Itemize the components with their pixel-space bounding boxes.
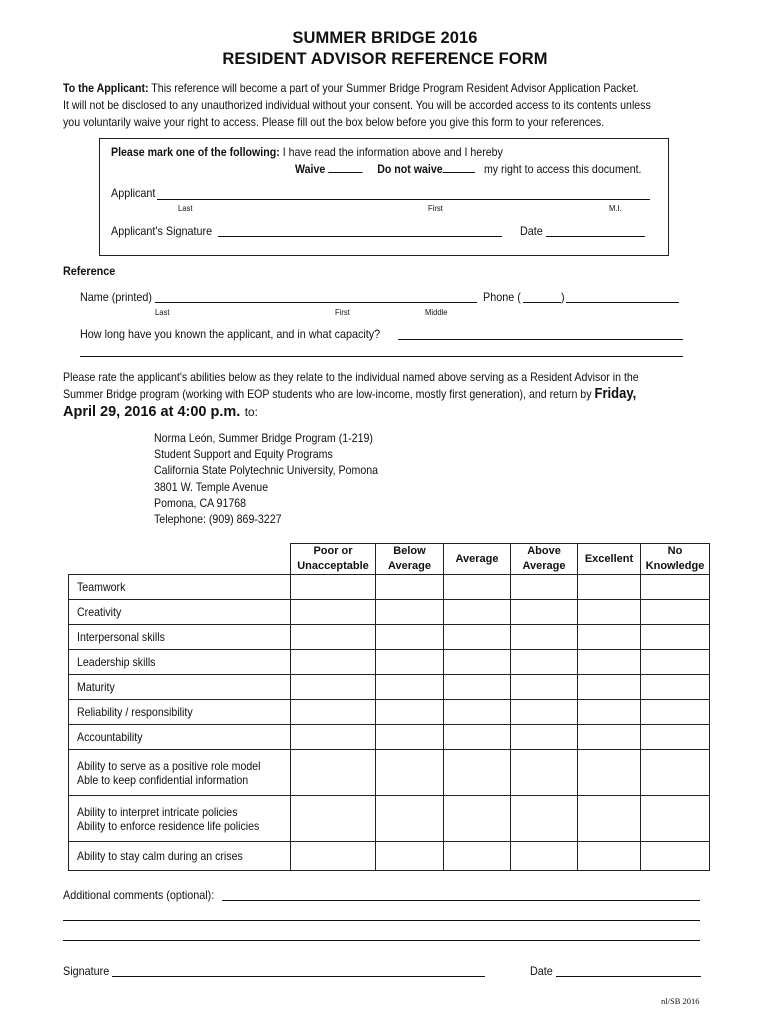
rating-cell[interactable] bbox=[511, 796, 578, 842]
intro-label: To the Applicant: bbox=[63, 81, 149, 95]
address-line4: 3801 W. Temple Avenue bbox=[154, 480, 269, 494]
comments-field-2[interactable] bbox=[63, 920, 700, 921]
instructions-line1: Please rate the applicant's abilities below as they relate to the individual named above serving as a Resident Advisor in the bbox=[63, 370, 639, 384]
not-waive-blank[interactable] bbox=[443, 160, 475, 173]
table-row bbox=[69, 725, 710, 750]
rating-cell[interactable] bbox=[444, 625, 511, 650]
reference-phone-close: ) bbox=[561, 290, 565, 304]
waiver-prompt-bold: Please mark one of the following: bbox=[111, 145, 280, 159]
intro-line2: It will not be disclosed to any unauthorized individual without your consent. You will be accorded access to its contents unless bbox=[63, 98, 651, 112]
intro-text-1: This reference will become a part of your Summer Bridge Program Resident Advisor Application Packet. bbox=[151, 81, 639, 95]
column-header-poor: Poor or Unacceptable bbox=[291, 544, 376, 575]
deadline-to: to: bbox=[244, 405, 258, 419]
rating-cell[interactable] bbox=[376, 796, 444, 842]
column-header-below-average: Below Average bbox=[376, 544, 444, 575]
criterion-text: Maturity bbox=[77, 680, 115, 694]
rating-cell[interactable] bbox=[641, 796, 710, 842]
column-header-no-knowledge: No Knowledge bbox=[641, 544, 710, 575]
criterion-label bbox=[69, 575, 291, 600]
reference-phone-area-field[interactable] bbox=[523, 302, 561, 303]
rating-cell[interactable] bbox=[511, 700, 578, 725]
reference-name-field[interactable] bbox=[155, 302, 477, 303]
reference-answer-field-1[interactable] bbox=[398, 339, 683, 340]
rating-cell[interactable] bbox=[578, 575, 641, 600]
rating-cell[interactable] bbox=[291, 675, 376, 700]
rating-cell[interactable] bbox=[291, 750, 376, 796]
rating-cell[interactable] bbox=[578, 796, 641, 842]
not-waive-label: Do not waive bbox=[377, 162, 443, 176]
address-line5: Pomona, CA 91768 bbox=[154, 496, 247, 510]
rating-cell[interactable] bbox=[444, 600, 511, 625]
rating-cell[interactable] bbox=[291, 600, 376, 625]
instructions-line2 bbox=[63, 386, 636, 403]
applicant-date-label: Date bbox=[520, 224, 543, 238]
column-header-excellent: Excellent bbox=[578, 544, 641, 575]
criterion-text: Able to keep confidential information bbox=[77, 772, 249, 787]
criterion-label bbox=[69, 725, 291, 750]
reference-phone-field[interactable] bbox=[566, 302, 679, 303]
rating-cell[interactable] bbox=[444, 700, 511, 725]
criterion-label bbox=[69, 650, 291, 675]
table-row bbox=[69, 650, 710, 675]
applicant-mi-caption: M.I. bbox=[609, 203, 622, 213]
criterion-text: Accountability bbox=[77, 730, 143, 744]
waiver-prompt-rest: I have read the information above and I hereby bbox=[282, 145, 503, 159]
rating-cell[interactable] bbox=[578, 842, 641, 871]
rating-cell[interactable] bbox=[578, 650, 641, 675]
applicant-label: Applicant bbox=[111, 186, 156, 200]
criterion-label bbox=[69, 600, 291, 625]
rating-table bbox=[68, 543, 710, 871]
rating-cell[interactable] bbox=[376, 625, 444, 650]
address-line6: Telephone: (909) 869-3227 bbox=[154, 512, 282, 526]
criterion-label bbox=[69, 842, 291, 871]
criterion-label bbox=[69, 675, 291, 700]
comments-field-1[interactable] bbox=[222, 900, 700, 901]
comments-label: Additional comments (optional): bbox=[63, 888, 215, 902]
rating-cell[interactable] bbox=[291, 575, 376, 600]
rating-cell[interactable] bbox=[511, 600, 578, 625]
rating-cell[interactable] bbox=[641, 575, 710, 600]
waiver-prompt bbox=[111, 144, 503, 161]
rating-cell[interactable] bbox=[376, 675, 444, 700]
rating-cell[interactable] bbox=[376, 600, 444, 625]
signature-field[interactable] bbox=[112, 976, 485, 977]
rating-cell[interactable] bbox=[291, 725, 376, 750]
address-line1: Norma León, Summer Bridge Program (1-219) bbox=[154, 431, 373, 445]
rating-cell[interactable] bbox=[444, 675, 511, 700]
criterion-text: Ability to stay calm during an crises bbox=[77, 849, 243, 863]
rating-cell[interactable] bbox=[376, 650, 444, 675]
rating-cell[interactable] bbox=[578, 750, 641, 796]
rating-cell[interactable] bbox=[511, 675, 578, 700]
criterion-label bbox=[69, 796, 291, 842]
rating-cell[interactable] bbox=[376, 725, 444, 750]
form-title-line1: SUMMER BRIDGE 2016 bbox=[292, 29, 478, 47]
criterion-text: Leadership skills bbox=[77, 655, 156, 669]
rating-cell[interactable] bbox=[291, 650, 376, 675]
rating-cell[interactable] bbox=[376, 842, 444, 871]
reference-answer-field-2[interactable] bbox=[80, 356, 683, 357]
form-title-line2: RESIDENT ADVISOR REFERENCE FORM bbox=[222, 50, 548, 68]
reference-middle-caption: Middle bbox=[425, 307, 448, 317]
criterion-text: Interpersonal skills bbox=[77, 630, 165, 644]
reference-first-caption: First bbox=[335, 307, 350, 317]
date-field[interactable] bbox=[556, 976, 701, 977]
table-row bbox=[69, 700, 710, 725]
criterion-text: Creativity bbox=[77, 605, 122, 619]
waive-blank[interactable] bbox=[328, 160, 362, 173]
rating-cell[interactable] bbox=[291, 842, 376, 871]
deadline-date: April 29, 2016 at 4:00 p.m. bbox=[63, 404, 241, 420]
criterion-text: Ability to enforce residence life policies bbox=[77, 818, 260, 833]
rating-cell[interactable] bbox=[641, 625, 710, 650]
address-line3: California State Polytechnic University, Pomona bbox=[154, 463, 379, 477]
rating-cell[interactable] bbox=[511, 625, 578, 650]
rating-cell[interactable] bbox=[444, 796, 511, 842]
rating-cell[interactable] bbox=[578, 625, 641, 650]
rating-cell[interactable] bbox=[641, 675, 710, 700]
rating-cell[interactable] bbox=[511, 650, 578, 675]
reference-question: How long have you known the applicant, and in what capacity? bbox=[80, 327, 381, 341]
rating-header-row bbox=[69, 544, 710, 575]
rating-header-blank bbox=[69, 544, 291, 575]
table-row bbox=[69, 842, 710, 871]
address-line2: Student Support and Equity Programs bbox=[154, 447, 333, 461]
applicant-name-field[interactable] bbox=[157, 199, 650, 200]
criterion-text: Teamwork bbox=[77, 580, 126, 594]
rating-cell[interactable] bbox=[641, 842, 710, 871]
rating-cell[interactable] bbox=[376, 750, 444, 796]
rating-cell[interactable] bbox=[641, 700, 710, 725]
waiver-suffix: my right to access this document. bbox=[483, 162, 642, 176]
rating-cell[interactable] bbox=[444, 750, 511, 796]
applicant-signature-label: Applicant's Signature bbox=[111, 224, 213, 238]
column-header-average: Average bbox=[444, 544, 511, 575]
criterion-text: Ability to serve as a positive role model bbox=[77, 758, 261, 773]
comments-field-3[interactable] bbox=[63, 940, 700, 941]
table-row bbox=[69, 600, 710, 625]
rating-cell[interactable] bbox=[376, 575, 444, 600]
signature-label: Signature bbox=[63, 964, 110, 978]
rating-cell[interactable] bbox=[291, 700, 376, 725]
table-row bbox=[69, 796, 710, 842]
applicant-last-caption: Last bbox=[178, 203, 193, 213]
instructions-line2-text: Summer Bridge program (working with EOP students who are low-income, mostly first generation), and return by bbox=[63, 387, 592, 401]
table-row bbox=[69, 750, 710, 796]
form-code: nl/SB 2016 bbox=[661, 996, 700, 1006]
rating-cell[interactable] bbox=[641, 725, 710, 750]
rating-cell[interactable] bbox=[511, 725, 578, 750]
rating-cell[interactable] bbox=[641, 650, 710, 675]
intro-line3: you voluntarily waive your right to access. Please fill out the box below before you give this form to your references. bbox=[63, 115, 605, 129]
column-header-above-average: Above Average bbox=[511, 544, 578, 575]
reference-last-caption: Last bbox=[155, 307, 170, 317]
rating-cell[interactable] bbox=[444, 650, 511, 675]
rating-cell[interactable] bbox=[578, 675, 641, 700]
rating-cell[interactable] bbox=[376, 700, 444, 725]
applicant-date-field[interactable] bbox=[546, 236, 645, 237]
intro-line1 bbox=[63, 80, 639, 97]
date-label: Date bbox=[530, 964, 553, 978]
rating-cell[interactable] bbox=[444, 725, 511, 750]
table-row bbox=[69, 625, 710, 650]
deadline-day: Friday, bbox=[594, 386, 637, 402]
rating-cell[interactable] bbox=[578, 600, 641, 625]
applicant-first-caption: First bbox=[428, 203, 443, 213]
rating-cell[interactable] bbox=[578, 700, 641, 725]
criterion-text: Reliability / responsibility bbox=[77, 705, 193, 719]
rating-cell[interactable] bbox=[578, 725, 641, 750]
waive-label: Waive bbox=[295, 162, 326, 176]
waiver-choice-line bbox=[295, 160, 642, 178]
rating-cell[interactable] bbox=[444, 575, 511, 600]
rating-cell[interactable] bbox=[291, 625, 376, 650]
table-row bbox=[69, 575, 710, 600]
rating-cell[interactable] bbox=[511, 842, 578, 871]
reference-heading: Reference bbox=[63, 264, 116, 278]
reference-name-label: Name (printed) bbox=[80, 290, 153, 304]
criterion-label bbox=[69, 750, 291, 796]
reference-phone-label: Phone ( bbox=[483, 290, 521, 304]
rating-cell[interactable] bbox=[291, 796, 376, 842]
applicant-signature-field[interactable] bbox=[218, 236, 502, 237]
criterion-text: Ability to interpret intricate policies bbox=[77, 804, 238, 819]
rating-cell[interactable] bbox=[641, 600, 710, 625]
rating-cell[interactable] bbox=[511, 575, 578, 600]
rating-cell[interactable] bbox=[444, 842, 511, 871]
deadline-line bbox=[63, 403, 258, 421]
table-row bbox=[69, 675, 710, 700]
criterion-label bbox=[69, 700, 291, 725]
criterion-label bbox=[69, 625, 291, 650]
rating-cell[interactable] bbox=[511, 750, 578, 796]
rating-cell[interactable] bbox=[641, 750, 710, 796]
